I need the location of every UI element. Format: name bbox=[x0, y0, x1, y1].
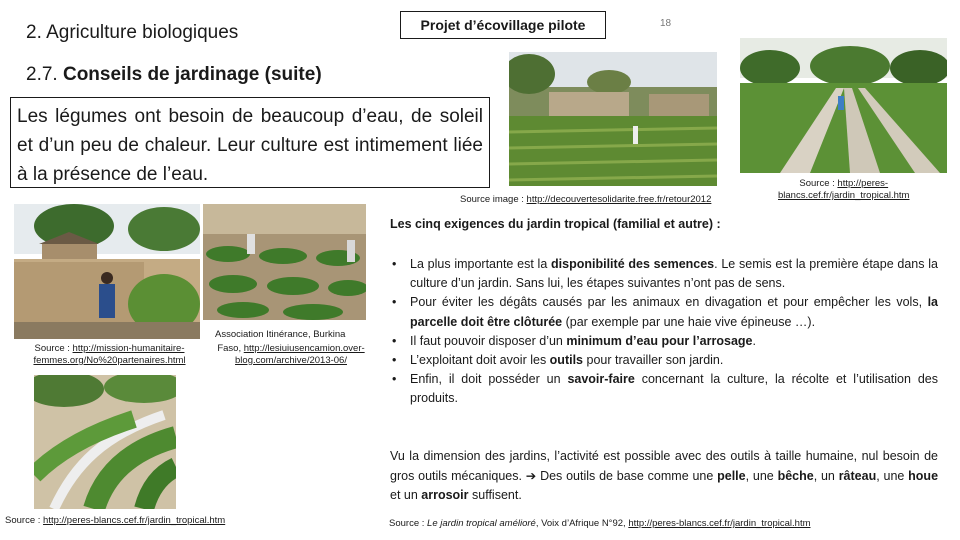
source-bottom-left bbox=[5, 515, 225, 527]
arrow-icon: ➔ bbox=[525, 468, 537, 483]
source-prefix: Source : bbox=[389, 518, 428, 529]
photo-mud-wall-garden bbox=[14, 204, 200, 339]
project-label-box bbox=[400, 11, 606, 39]
source-prefix: Source : bbox=[799, 178, 838, 189]
source-prefix: Source : bbox=[34, 343, 73, 354]
subsection-number: 2.7. bbox=[26, 64, 58, 85]
project-label: Projet d’écovillage pilote bbox=[420, 17, 586, 33]
list-item: • La plus importante est la disponibilité des semences. Le semis est la première étape dans la culture d’un jardin. Sans lui, les étapes suivantes n’ont pas de sens. bbox=[390, 255, 938, 293]
requirements-list bbox=[390, 255, 938, 409]
source-link-part1[interactable]: http://mission-humanitaire- bbox=[72, 343, 185, 354]
source-link-part2[interactable]: blancs.cef.fr/jardin_tropical.htm bbox=[778, 190, 910, 201]
source-top-center bbox=[460, 194, 711, 206]
source-middle bbox=[203, 343, 379, 367]
source-left bbox=[17, 343, 202, 367]
list-item: • Pour éviter les dégâts causés par les animaux en divagation et pour empêcher les vols, la parcelle doit être clôturée (par exemple par une haie vive épineuse …). bbox=[390, 293, 938, 331]
section-title: 2. Agriculture biologiques bbox=[26, 22, 239, 43]
caption-itinerance-line2: Faso, bbox=[217, 343, 244, 354]
source-link-part2[interactable]: femmes.org/No%20partenaires.html bbox=[33, 355, 186, 366]
source-link[interactable]: http://peres-blancs.cef.fr/jardin_tropical.htm bbox=[628, 518, 811, 529]
photo-workers-plots bbox=[203, 204, 366, 320]
source-link-part1[interactable]: http://peres- bbox=[837, 178, 889, 189]
source-prefix: Source : bbox=[5, 515, 44, 526]
intro-text: Les légumes ont besoin de beaucoup d’eau, de soleil et d’un peu de chaleur. Leur culture est intimement liée à la présence de l’eau. bbox=[17, 106, 483, 185]
photo-irrigated-rows bbox=[740, 38, 947, 173]
source-top-right bbox=[778, 178, 909, 202]
list-item: • L’exploitant doit avoir les outils pour travailler son jardin. bbox=[390, 351, 938, 370]
caption-itinerance-line1: Association Itinérance, Burkina bbox=[215, 329, 346, 340]
intro-text-box bbox=[10, 97, 490, 188]
subsection-heading: Conseils de jardinage (suite) bbox=[62, 64, 322, 85]
conclusion-paragraph: Vu la dimension des jardins, l’activité est possible avec des outils à taille humaine, nul besoin de gros outils mécaniques. ➔ Des outils de base comme une pelle, une bêche, un râteau, une houe et un arrosoir suffisent. bbox=[390, 449, 939, 502]
source-title: Le jardin tropical amélioré bbox=[427, 518, 536, 529]
source-link-part2[interactable]: blog.com/archive/2013-06/ bbox=[235, 355, 347, 366]
photo-curved-beds bbox=[34, 375, 176, 509]
list-item: • Il faut pouvoir disposer d’un minimum d’eau pour l’arrosage. bbox=[390, 332, 938, 351]
source-bottom-right bbox=[389, 518, 811, 530]
requirements-title: Les cinq exigences du jardin tropical (familial et autre) : bbox=[390, 217, 721, 231]
subsection-title bbox=[26, 64, 322, 86]
list-item: • Enfin, il doit posséder un savoir-faire concernant la culture, la récolte et l’utilisation des produits. bbox=[390, 370, 938, 408]
source-link-part1[interactable]: http://lesiuiusencamion.over- bbox=[243, 343, 365, 354]
source-prefix: Source image : bbox=[460, 194, 527, 205]
source-publication: , Voix d’Afrique N°92, bbox=[535, 518, 629, 529]
source-link[interactable]: http://decouvertesolidarite.free.fr/retour2012 bbox=[526, 194, 712, 205]
source-link[interactable]: http://peres-blancs.cef.fr/jardin_tropical.htm bbox=[43, 515, 226, 526]
photo-village-garden bbox=[509, 52, 717, 186]
page-number: 18 bbox=[660, 18, 672, 29]
